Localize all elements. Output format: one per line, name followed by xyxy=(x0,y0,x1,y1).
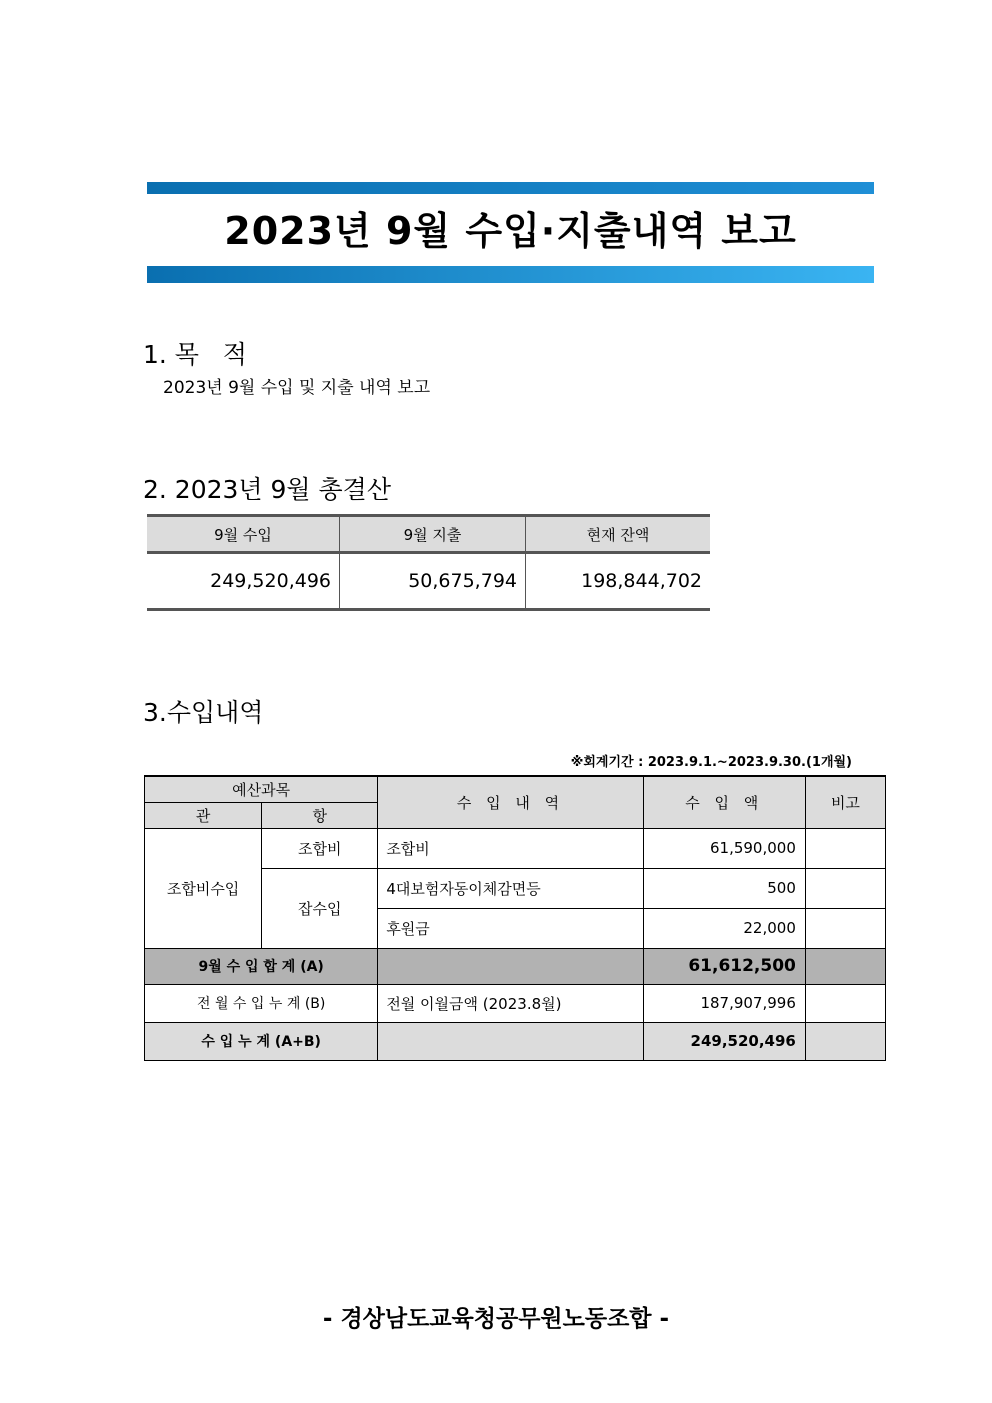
monthly-total-label: 9월 수 입 합 계 (A) xyxy=(145,948,378,984)
previous-cumulative-label: 전 월 수 입 누 계 (B) xyxy=(145,984,378,1022)
cumulative-total-amount: 249,520,496 xyxy=(643,1022,805,1060)
header-detail-label: 수 입 내 역 xyxy=(456,793,565,812)
income-header-row-1 xyxy=(145,776,886,802)
amount-cell: 22,000 xyxy=(643,908,805,948)
monthly-total-note xyxy=(805,948,885,984)
income-table xyxy=(144,775,886,1061)
hang-cell: 잡수입 xyxy=(262,868,378,948)
accounting-period: ※회계기간 : 2023.9.1.~2023.9.30.(1개월) xyxy=(570,755,852,770)
title-bar-bottom xyxy=(147,266,874,283)
header-budget: 예산과목 xyxy=(145,776,378,802)
cumulative-total-note xyxy=(805,1022,885,1060)
summary-expense-value: 50,675,794 xyxy=(340,553,526,610)
amount-cell: 61,590,000 xyxy=(643,828,805,868)
section1-heading: 1. 목 적 xyxy=(143,340,247,369)
cumulative-total-label: 수 입 누 계 (A+B) xyxy=(145,1022,378,1060)
detail-cell: 4대보험자동이체감면등 xyxy=(378,868,643,908)
organization-footer: - 경상남도교육청공무원노동조합 - xyxy=(322,1306,670,1332)
header-gwan: 관 xyxy=(145,802,262,828)
summary-value-row xyxy=(147,553,710,610)
previous-cumulative-detail: 전월 이월금액 (2023.8월) xyxy=(378,984,643,1022)
summary-header-balance: 현재 잔액 xyxy=(526,516,711,553)
cumulative-total-detail xyxy=(378,1022,643,1060)
header-amount-label: 수 입 액 xyxy=(685,793,764,812)
monthly-total-amount: 61,612,500 xyxy=(643,948,805,984)
title-bar-top xyxy=(147,182,874,194)
header-amount xyxy=(643,776,805,828)
previous-cumulative-note xyxy=(805,984,885,1022)
summary-income-value: 249,520,496 xyxy=(147,553,340,610)
note-cell xyxy=(805,868,885,908)
category-cell: 조합비수입 xyxy=(145,828,262,948)
summary-table xyxy=(147,514,710,611)
note-cell xyxy=(805,908,885,948)
previous-cumulative-row xyxy=(145,984,886,1022)
summary-header-expense: 9월 지출 xyxy=(340,516,526,553)
header-detail xyxy=(378,776,643,828)
section3-heading: 3.수입내역 xyxy=(143,698,264,727)
summary-header-row xyxy=(147,516,710,553)
header-note: 비고 xyxy=(805,776,885,828)
page-title: 2023년 9월 수입·지출내역 보고 xyxy=(224,209,797,253)
cumulative-total-row xyxy=(145,1022,886,1060)
hang-cell: 조합비 xyxy=(262,828,378,868)
monthly-total-row xyxy=(145,948,886,984)
amount-cell: 500 xyxy=(643,868,805,908)
previous-cumulative-amount: 187,907,996 xyxy=(643,984,805,1022)
note-cell xyxy=(805,828,885,868)
section2-heading: 2. 2023년 9월 총결산 xyxy=(143,475,391,504)
summary-balance-value: 198,844,702 xyxy=(526,553,711,610)
summary-header-income: 9월 수입 xyxy=(147,516,340,553)
monthly-total-detail xyxy=(378,948,643,984)
table-row xyxy=(145,828,886,868)
detail-cell: 후원금 xyxy=(378,908,643,948)
detail-cell: 조합비 xyxy=(378,828,643,868)
section1-text: 2023년 9월 수입 및 지출 내역 보고 xyxy=(163,378,431,398)
header-hang: 항 xyxy=(262,802,378,828)
